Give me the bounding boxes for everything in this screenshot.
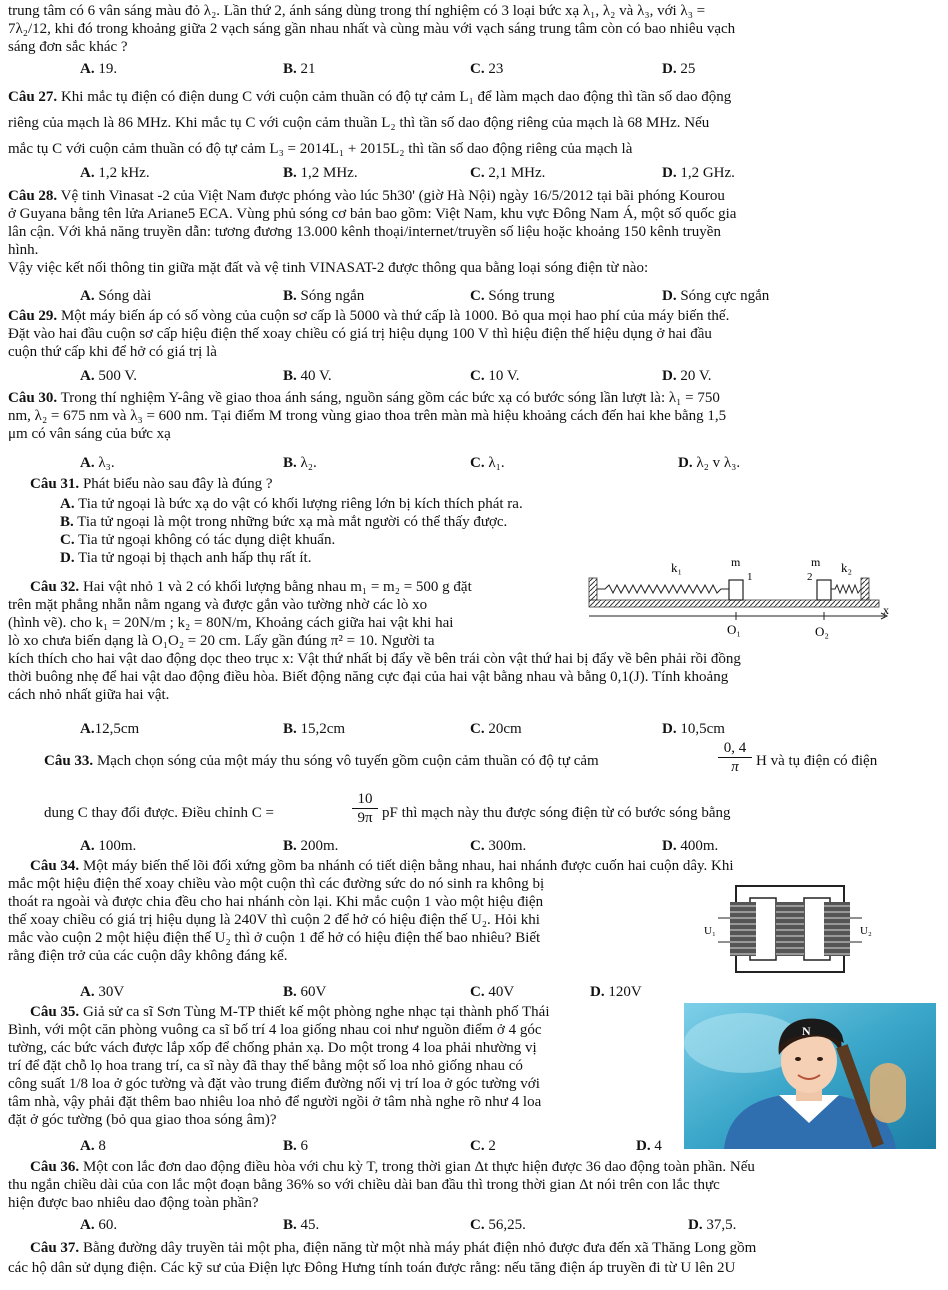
q33-option-a[interactable]: A. 100m. <box>80 838 137 854</box>
q29-line-3: cuộn thứ cấp khi để hở có giá trị là <box>8 344 217 360</box>
label-o2: O₂ <box>815 624 829 639</box>
q35-line-5: công suất 1/8 loa ở góc tường và đặt vào trung điểm đường nối vị trí loa ở góc tường với <box>8 1076 540 1092</box>
q29-line-2: Đặt vào hai đầu cuộn sơ cấp hiệu điện thế xoay chiều có giá trị hiệu dụng 100 V thì hiệu điện thế hiệu dụng ở hai đầu <box>8 326 712 342</box>
question-29 <box>8 307 940 361</box>
q35-option-b[interactable]: B. 6 <box>283 1138 309 1154</box>
q30-option-d[interactable]: D. λ₂ v λ₃. <box>678 455 741 471</box>
q28-line-1: Câu 28. Vệ tinh Vinasat -2 của Việt Nam được phóng vào lúc 5h30' (giờ Hà Nội) ngày 16/5/2012 tại bãi phóng Kourou <box>8 188 725 204</box>
coil-2 <box>824 902 850 956</box>
question-34 <box>30 857 940 875</box>
q34-option-b[interactable]: B. 60V <box>283 984 327 1000</box>
q32-head: Câu 32. <box>30 579 80 595</box>
q33-frac1-num: 0, 4 <box>718 740 752 758</box>
q31-head: Câu 31. <box>30 476 80 492</box>
q26-option-c[interactable]: C. 23 <box>470 61 504 77</box>
q30-options <box>0 454 940 472</box>
q30-line-2: nm, λ₂ = 675 nm và λ₃ = 600 nm. Tại điểm M trong vùng giao thoa trên màn mà hiệu khoảng cách đến hai khe bằng 1,5 <box>8 408 727 424</box>
q36-option-b[interactable]: B. 45. <box>283 1217 320 1233</box>
q28-option-c[interactable]: C. Sóng trung <box>470 288 555 304</box>
q33-line-2: dung C thay đổi được. Điều chỉnh C = <box>44 805 274 821</box>
q26-option-b[interactable]: B. 21 <box>283 61 316 77</box>
q36-head: Câu 36. <box>30 1159 80 1175</box>
q36-option-a[interactable]: A. 60. <box>80 1217 118 1233</box>
label-k2: k₂ <box>841 560 853 575</box>
q31-option-d[interactable]: D. Tia tử ngoại bị thạch anh hấp thụ rất ít. <box>60 550 312 566</box>
q35-option-c[interactable]: C. 2 <box>470 1138 496 1154</box>
q33-frac1-den: π <box>731 759 739 775</box>
q36-line-1: Câu 36. Một con lắc đơn dao động điều hòa với chu kỳ T, trong thời gian Δt thực hiện được 36 dao động toàn phần. Nếu <box>30 1159 755 1175</box>
q32-option-d[interactable]: D. 10,5cm <box>662 721 725 737</box>
q35-line-1: Câu 35. Giả sử ca sĩ Sơn Tùng M-TP thiết kế một phòng nghe nhạc tại thành phố Thái <box>30 1004 550 1020</box>
q27-head: Câu 27. <box>8 89 58 105</box>
question-27 <box>8 84 940 162</box>
label-m-right: m <box>811 556 821 569</box>
q28-line-4: hình. <box>8 242 39 258</box>
q32-option-b[interactable]: B. 15,2cm <box>283 721 346 737</box>
label-m-left: m <box>731 556 741 569</box>
q34-line-1: Câu 34. Một máy biến thế lõi đối xứng gồm ba nhánh có tiết diện bằng nhau, hai nhánh được cuốn hai cuộn dây. Khi <box>30 858 734 874</box>
q28-head: Câu 28. <box>8 188 58 204</box>
svg-text:N: N <box>802 1024 811 1038</box>
q32-line-6: thời buông nhẹ để hai vật dao động điều hòa. Biết động năng cực đại của hai vật bằng nhau và bằng 0,1(J). Tính khoảng <box>8 669 729 685</box>
question-36 <box>30 1158 940 1176</box>
q33-line-2-tail: pF thì mạch này thu được sóng điện từ có bước sóng bằng <box>382 805 731 821</box>
q27-line-3: mắc tụ C với cuộn cảm thuần có độ tự cảm L₃ = 2014L₁ + 2015L₂ thì tần số dao động riêng của mạch là <box>8 141 633 157</box>
q31-option-a[interactable]: A. Tia tử ngoại là bức xạ do vật có khối lượng riêng lớn bị kích thích phát ra. <box>60 496 523 512</box>
q34-line-3: thoát ra ngoài và được chia đều cho hai nhánh còn lại. Khi mắc cuộn 1 vào một hiệu điện <box>8 894 544 910</box>
q32-line-2: trên mặt phẳng nhẵn nằm ngang và được gắn vào tường nhờ các lò xo <box>8 597 428 613</box>
q32-line-4: lò xo chưa biến dạng là O₁O₂ = 20 cm. Lấy gần đúng π² = 10. Người ta <box>8 633 435 649</box>
q28-option-b[interactable]: B. Sóng ngắn <box>283 288 365 304</box>
question-26 <box>8 2 940 56</box>
q37-line-2: các hộ dân sử dụng điện. Các kỹ sư của Điện lực Đông Hưng tính toán được rằng: nếu tăng điện áp truyền đi từ U lên 2U <box>8 1260 736 1276</box>
q26-line-3: sáng đơn sắc khác ? <box>8 39 128 55</box>
q27-option-c[interactable]: C. 2,1 MHz. <box>470 165 546 181</box>
singer-photo <box>684 1003 936 1149</box>
q35-line-4: trí để đặt chỗ lọ hoa trang trí, ca sĩ này đã thay thế bằng một số loa nhỏ giống nhau có <box>8 1058 523 1074</box>
q34-options <box>0 983 940 1001</box>
q30-option-b[interactable]: B. λ₂. <box>283 455 317 471</box>
q26-line-1: trung tâm có 6 vân sáng màu đỏ λ₂. Lần thứ 2, ánh sáng dùng trong thí nghiệm có 3 loại bức xạ λ₁, λ₂ và λ₃, với λ₃ = <box>8 3 706 19</box>
q28-options <box>0 287 940 305</box>
q30-head: Câu 30. <box>8 390 58 406</box>
q34-line-2: mắc một hiệu điện thế xoay chiều vào một cuộn thì các đường sức do nó sinh ra không bị <box>8 876 545 892</box>
label-k1: k₁ <box>671 560 683 575</box>
q33-line-1-tail: H và tụ điện có điện <box>756 753 878 769</box>
q33-frac2-num: 10 <box>352 790 378 809</box>
label-body-2: 2 <box>807 571 813 583</box>
q36-options <box>0 1216 940 1234</box>
q35-options <box>0 1137 940 1155</box>
transformer-figure <box>700 882 878 976</box>
q33-option-d[interactable]: D. 400m. <box>662 838 719 854</box>
q27-options <box>0 164 940 182</box>
q28-option-d[interactable]: D. Sóng cực ngắn <box>662 288 770 304</box>
spring-k2 <box>831 585 861 593</box>
label-u2: U₂ <box>860 925 872 937</box>
q27-option-b[interactable]: B. 1,2 MHz. <box>283 165 358 181</box>
q27-option-d[interactable]: D. 1,2 GHz. <box>662 165 735 181</box>
question-30 <box>8 389 940 443</box>
coil-1 <box>730 902 756 956</box>
q35-line-3: tường, các bức vách được lắp xốp để chống phản xạ. Do một trong 4 loa phải nhường vị <box>8 1040 537 1056</box>
q29-head: Câu 29. <box>8 308 58 324</box>
q33-head: Câu 33. <box>44 753 94 769</box>
q34-option-d[interactable]: D. 120V <box>590 984 642 1000</box>
q27-line-2: riêng của mạch là 86 MHz. Khi mắc tụ C với cuộn cảm thuần L₂ thì tần số dao động riêng của mạch là 68 MHz. Nếu <box>8 115 710 131</box>
q28-line-3: lân cận. Với khả năng truyền dẫn: tương đương 13.000 kênh thoại/internet/truyền số liệu hoặc khoảng 150 kênh truyền <box>8 224 721 240</box>
label-u1: U₁ <box>704 925 716 937</box>
q28-line-2: ở Guyana bằng tên lửa Ariane5 ECA. Vùng phủ sóng cơ bản bao gồm: Việt Nam, khu vực Đông Nam Á, một số quốc gia <box>8 206 737 222</box>
q36-option-d[interactable]: D. 37,5. <box>688 1217 737 1233</box>
q35-line-7: đặt ở góc tường (bỏ qua giao thoa sóng âm)? <box>8 1112 277 1128</box>
q34-line-4: thế xoay chiều có giá trị hiệu dụng là 240V thì cuộn 2 để hở có hiệu điện thế U₂. Hỏi khi <box>8 912 540 928</box>
q28-line-5: Vậy việc kết nối thông tin giữa mặt đất và vệ tinh VINASAT-2 được thông qua bằng loại sóng điện từ nào: <box>8 260 649 276</box>
q35-line-6: tâm nhà, vậy phải đặt thêm bao nhiêu loa nhỏ để người ngồi ở tâm nhà nghe rõ như 4 loa <box>8 1094 542 1110</box>
question-31 <box>30 475 948 493</box>
q26-line-2: 7λ₂/12, khi đó trong khoảng giữa 2 vạch sáng gần nhau nhất và cùng màu với vạch sáng trung tâm còn có bao nhiêu vạch <box>8 21 736 37</box>
q30-line-3: μm có vân sáng của bức xạ <box>8 426 171 442</box>
q26-options <box>0 60 940 78</box>
q27-line-1: Câu 27. Khi mắc tụ điện có điện dung C với cuộn cảm thuần có độ tự cảm L₁ để làm mạch dao động thì tần số dao động <box>8 89 732 105</box>
q33-fraction-inductance <box>718 740 752 776</box>
q32-line-5: kích thích cho hai vật dao động dọc theo trục x: Vật thứ nhất bị đẩy về bên trái còn vật thứ hai bị đẩy về bên phải rồi đồng <box>8 651 741 667</box>
question-37 <box>30 1239 940 1257</box>
q36-option-c[interactable]: C. 56,25. <box>470 1217 526 1233</box>
q32-options <box>0 720 940 738</box>
q36-line-3: hiện được bao nhiêu dao động toàn phần? <box>8 1195 259 1211</box>
label-o1: O₁ <box>727 622 741 637</box>
q34-line-6: rằng điện trở của các cuộn dây không đáng kể. <box>8 948 288 964</box>
q37-head: Câu 37. <box>30 1240 80 1256</box>
q26-option-d[interactable]: D. 25 <box>662 61 696 77</box>
q29-option-d[interactable]: D. 20 V. <box>662 368 712 384</box>
q36-line-2: thu ngắn chiều dài của con lắc một đoạn bằng 36% so với chiều dài ban đầu thì trong thời gian Δt nói trên con lắc thực <box>8 1177 720 1193</box>
q33-line-1: Câu 33. Mạch chọn sóng của một máy thu sóng vô tuyến gồm cuộn cảm thuần có độ tự cảm <box>44 753 599 769</box>
question-36-body <box>8 1176 940 1212</box>
q34-option-c[interactable]: C. 40V <box>470 984 515 1000</box>
q35-line-2: Bình, với một căn phòng vuông ca sĩ bố trí 4 loa giống nhau coi như nguồn điểm ở 4 góc <box>8 1022 542 1038</box>
mass-2 <box>817 580 831 600</box>
label-axis-x: x <box>883 603 889 617</box>
q34-option-a[interactable]: A. 30V <box>80 984 125 1000</box>
q35-option-d[interactable]: D. 4 <box>636 1138 662 1154</box>
q35-option-a[interactable]: A. 8 <box>80 1138 106 1154</box>
q35-head: Câu 35. <box>30 1004 80 1020</box>
left-wall <box>589 578 597 600</box>
q30-option-a[interactable]: A. λ₃. <box>80 455 115 471</box>
spring-k1 <box>597 585 729 593</box>
question-28 <box>8 187 940 277</box>
q34-head: Câu 34. <box>30 858 80 874</box>
q30-line-1: Câu 30. Trong thí nghiệm Y-âng về giao thoa ánh sáng, nguồn sáng gồm các bức xạ có bước sóng lần lượt là: λ₁ = 750 <box>8 390 720 406</box>
q32-option-a[interactable]: A.12,5cm <box>80 721 140 737</box>
q34-line-5: mắc vào cuộn 2 một hiệu điện thế U₂ thì ở cuộn 1 để hở có hiệu điện thế bao nhiêu? Biết <box>8 930 541 946</box>
q32-line-3: (hình vẽ). cho k₁ = 20N/m ; k₂ = 80N/m, Khoảng cách giữa hai vật khi hai <box>8 615 454 631</box>
q33-fraction-capacitance <box>352 790 378 827</box>
mass-1 <box>729 580 743 600</box>
q31-stem: Câu 31. Phát biểu nào sau đây là đúng ? <box>30 476 273 492</box>
q32-line-7: cách nhỏ nhất giữa hai vật. <box>8 687 170 703</box>
q28-option-a[interactable]: A. Sóng dài <box>80 288 152 304</box>
q33-option-c[interactable]: C. 300m. <box>470 838 527 854</box>
question-37-body <box>8 1259 940 1277</box>
q29-option-a[interactable]: A. 500 V. <box>80 368 137 384</box>
q33-option-b[interactable]: B. 200m. <box>283 838 339 854</box>
q32-line-1: Câu 32. Hai vật nhỏ 1 và 2 có khối lượng bằng nhau m₁ = m₂ = 500 g đặt <box>30 579 472 595</box>
spring-mass-figure <box>585 556 893 642</box>
q33-options <box>0 837 940 855</box>
q31-option-c[interactable]: C. Tia tử ngoại không có tác dụng diệt khuẩn. <box>60 532 336 548</box>
q30-option-c[interactable]: C. λ₁. <box>470 455 505 471</box>
label-body-1: 1 <box>747 571 753 583</box>
q37-line-1: Câu 37. Bằng đường dây truyền tải một pha, điện năng từ một nhà máy phát điện nhỏ được đưa đến xã Thăng Long gồm <box>30 1240 757 1256</box>
q33-frac2-den: 9π <box>357 810 373 826</box>
q29-option-c[interactable]: C. 10 V. <box>470 368 520 384</box>
right-wall <box>861 578 869 600</box>
floor <box>589 600 879 607</box>
q29-option-b[interactable]: B. 40 V. <box>283 368 332 384</box>
coil-middle <box>776 902 804 956</box>
q29-line-1: Câu 29. Một máy biến áp có số vòng của cuộn sơ cấp là 5000 và thứ cấp là 1000. Bỏ qua mọi hao phí của máy biến thế. <box>8 308 730 324</box>
q26-option-a[interactable]: A. 19. <box>80 61 118 77</box>
q32-option-c[interactable]: C. 20cm <box>470 721 522 737</box>
q27-option-a[interactable]: A. 1,2 kHz. <box>80 165 150 181</box>
q29-options <box>0 367 940 385</box>
q31-option-b[interactable]: B. Tia tử ngoại là một trong những bức xạ mà mắt người có thể thấy được. <box>60 514 508 530</box>
